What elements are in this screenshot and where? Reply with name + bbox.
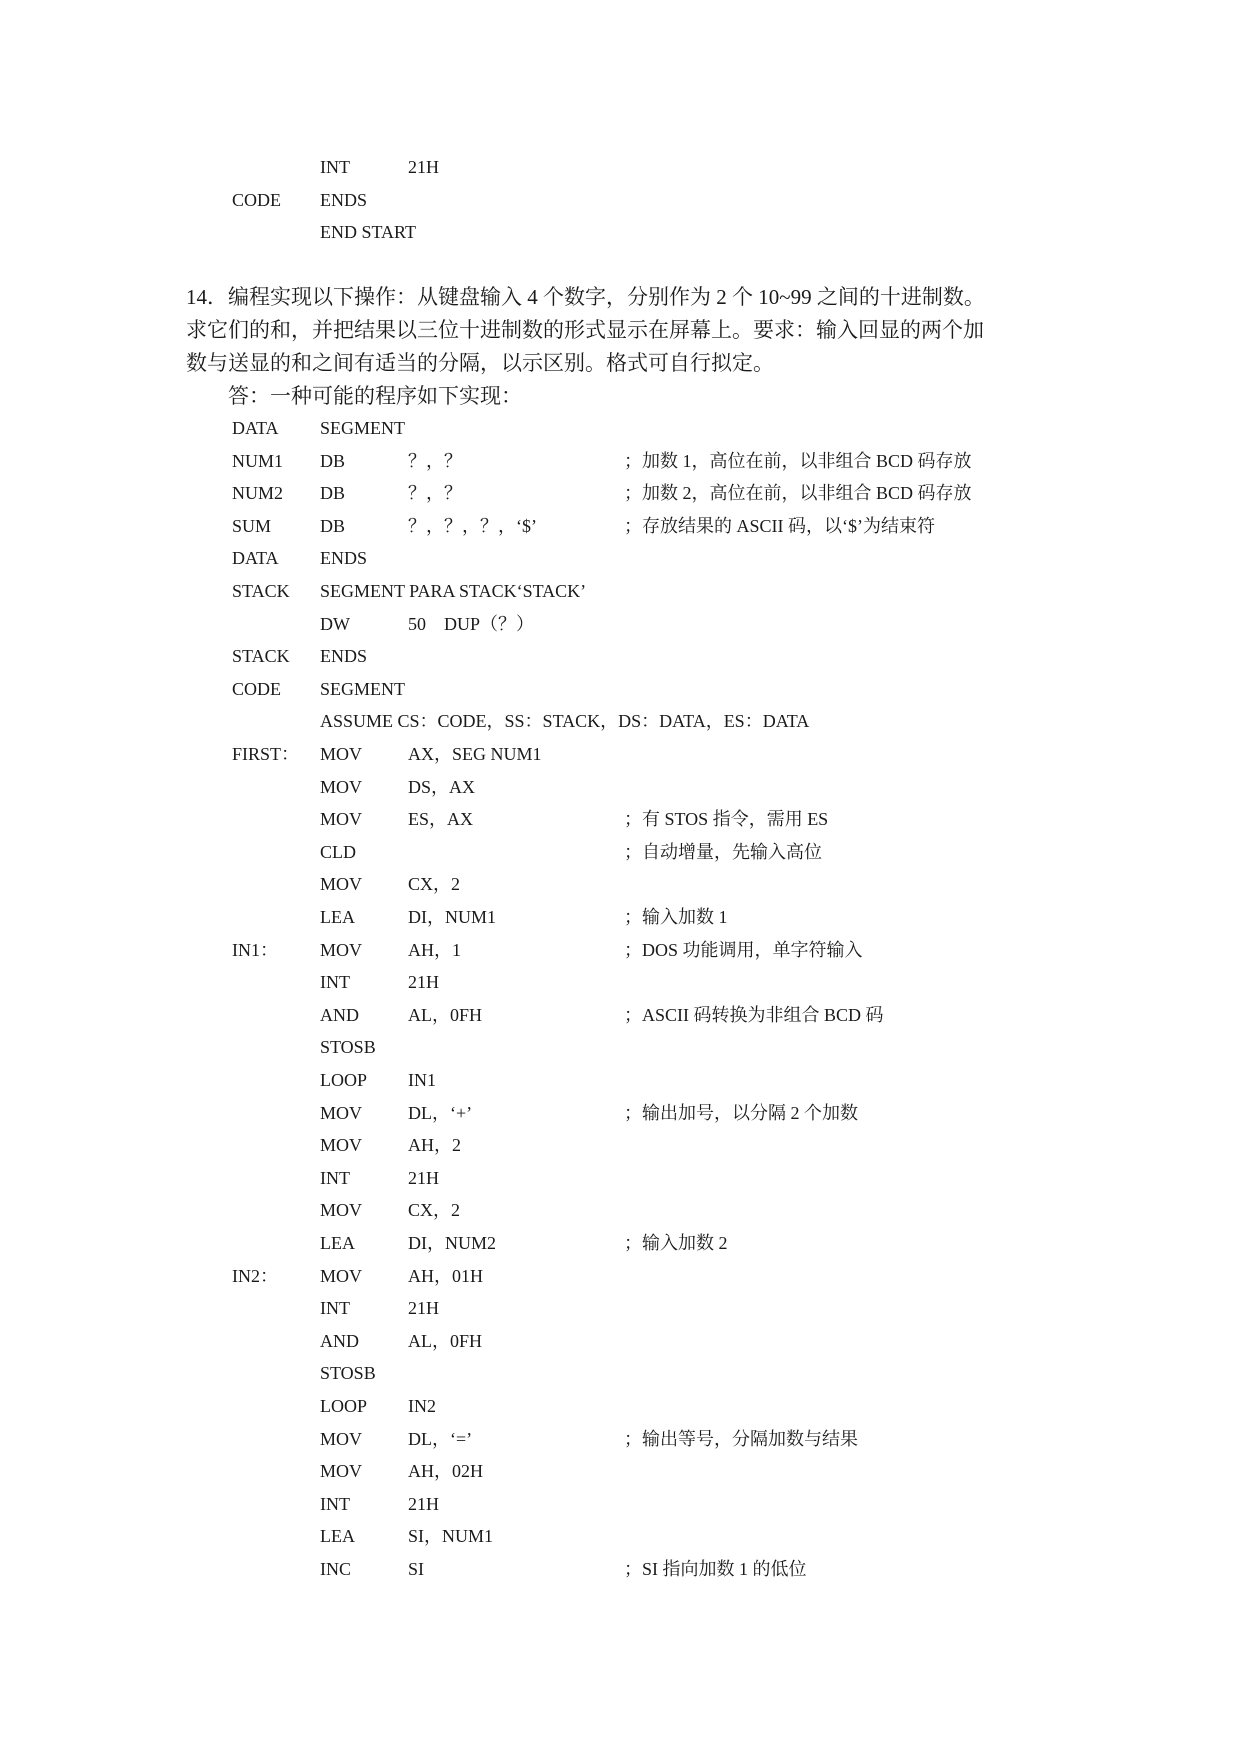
code-arg: AH，02H <box>408 1461 483 1482</box>
code-op: MOV <box>320 776 363 797</box>
code-op: INT <box>320 1298 350 1319</box>
code-op: MOV <box>320 744 363 764</box>
code-arg: AX，SEG NUM1 <box>408 744 542 764</box>
code-op: LOOP <box>320 1396 368 1416</box>
code-arg: DS，AX <box>408 776 476 797</box>
code-op: MOV <box>320 1461 363 1482</box>
code-arg: AL，0FH <box>408 1330 483 1351</box>
code-comment: ；DOS 功能调用，单字符输入 <box>624 939 863 960</box>
code-arg: DI，NUM1 <box>408 907 496 927</box>
code-label: SUM <box>232 515 272 536</box>
code-op: MOV <box>320 1428 363 1449</box>
code-label: DATA <box>232 418 279 438</box>
question-line: 求它们的和，并把结果以三位十进制数的形式显示在屏幕上。要求：输入回显的两个加 <box>186 318 984 342</box>
code-op: INT <box>320 1493 350 1514</box>
code-arg: ？，？，？，‘$’ <box>408 515 537 536</box>
code-op: MOV <box>320 809 363 830</box>
question-line: 14．编程实现以下操作：从键盘输入 4 个数字，分别作为 2 个 10~99 之间的十进制数。 <box>186 285 985 309</box>
code-arg: ？，？ <box>408 483 462 504</box>
code-comment: ；加数 1，高位在前，以非组合 BCD 码存放 <box>624 450 972 471</box>
code-arg: DI，NUM2 <box>408 1233 496 1253</box>
code-op: END START <box>320 222 416 242</box>
code-arg: 21H <box>408 157 439 177</box>
code-arg: AH，01H <box>408 1265 483 1286</box>
code-op: LEA <box>320 907 355 927</box>
code-comment: ；输入加数 1 <box>624 907 728 927</box>
code-op: MOV <box>320 939 363 960</box>
code-label: NUM2 <box>232 483 284 504</box>
code-arg: AL，0FH <box>408 1004 483 1025</box>
code-comment: ；输入加数 2 <box>624 1233 728 1253</box>
code-arg: CX，2 <box>408 874 461 895</box>
code-op: INT <box>320 972 350 993</box>
code-op: MOV <box>320 874 363 895</box>
code-label: NUM1 <box>232 450 284 471</box>
code-comment: ；加数 2，高位在前，以非组合 BCD 码存放 <box>624 483 972 504</box>
code-arg: 21H <box>408 1167 439 1188</box>
code-op: ENDS <box>320 190 368 210</box>
code-label: IN2： <box>232 1265 278 1286</box>
code-op: ENDS <box>320 548 368 569</box>
code-op: SEGMENT <box>320 678 405 699</box>
code-comment: ；存放结果的 ASCII 码，以‘$’为结束符 <box>624 515 935 536</box>
code-op: MOV <box>320 1135 363 1156</box>
code-op: INT <box>320 157 350 177</box>
code-comment: ；SI 指向加数 1 的低位 <box>624 1559 807 1579</box>
code-arg: AH，1 <box>408 939 461 960</box>
code-op: ENDS <box>320 646 368 667</box>
code-op: MOV <box>320 1200 363 1221</box>
code-op: STOSB <box>320 1037 376 1058</box>
code-label: IN1： <box>232 939 278 960</box>
code-arg: ？，？ <box>408 450 462 471</box>
code-arg: CX，2 <box>408 1200 461 1221</box>
code-arg: DL，‘+’ <box>408 1102 473 1123</box>
code-arg: AH，2 <box>408 1135 461 1156</box>
code-op: SEGMENT <box>320 418 405 438</box>
code-op: DB <box>320 450 346 471</box>
code-label: STACK <box>232 646 290 667</box>
code-label: FIRST： <box>232 744 300 764</box>
question-line: 数与送显的和之间有适当的分隔，以示区别。格式可自行拟定。 <box>186 351 774 375</box>
code-op: DB <box>320 515 346 536</box>
code-arg: IN1 <box>408 1070 436 1090</box>
code-op: MOV <box>320 1265 363 1286</box>
code-arg: SI <box>408 1559 425 1579</box>
code-op: AND <box>320 1330 359 1351</box>
code-op: LEA <box>320 1526 355 1547</box>
code-op: CLD <box>320 841 356 862</box>
code-op: DB <box>320 483 346 504</box>
code-op: SEGMENT PARA STACK‘STACK’ <box>320 581 587 601</box>
code-arg: 21H <box>408 1298 439 1319</box>
code-op: ASSUME CS：CODE，SS：STACK，DS：DATA，ES：DATA <box>320 711 810 732</box>
code-comment: ；输出加号，以分隔 2 个加数 <box>624 1102 858 1123</box>
code-op: INC <box>320 1559 351 1579</box>
code-comment: ；ASCII 码转换为非组合 BCD 码 <box>624 1004 884 1025</box>
code-op: AND <box>320 1004 359 1025</box>
code-arg: 21H <box>408 972 439 993</box>
code-label: DATA <box>232 548 279 569</box>
code-op: LEA <box>320 1233 355 1253</box>
code-label: STACK <box>232 581 290 601</box>
code-arg: 21H <box>408 1493 439 1514</box>
code-arg: ES，AX <box>408 809 474 830</box>
code-comment: ；自动增量，先输入高位 <box>624 841 822 862</box>
code-arg: DL，‘=’ <box>408 1428 473 1449</box>
code-op: MOV <box>320 1102 363 1123</box>
code-arg: SI，NUM1 <box>408 1526 494 1547</box>
code-op: DW <box>320 613 350 634</box>
code-comment: ；输出等号，分隔加数与结果 <box>624 1428 858 1449</box>
code-arg: IN2 <box>408 1396 436 1416</box>
code-comment: ；有 STOS 指令，需用 ES <box>624 809 829 830</box>
code-label: CODE <box>232 190 281 210</box>
code-op: STOSB <box>320 1363 376 1384</box>
code-op: LOOP <box>320 1070 368 1090</box>
code-label: CODE <box>232 678 281 699</box>
answer-intro: 答：一种可能的程序如下实现： <box>228 384 522 408</box>
code-arg: 50 DUP（？） <box>408 613 535 634</box>
code-op: INT <box>320 1167 350 1188</box>
